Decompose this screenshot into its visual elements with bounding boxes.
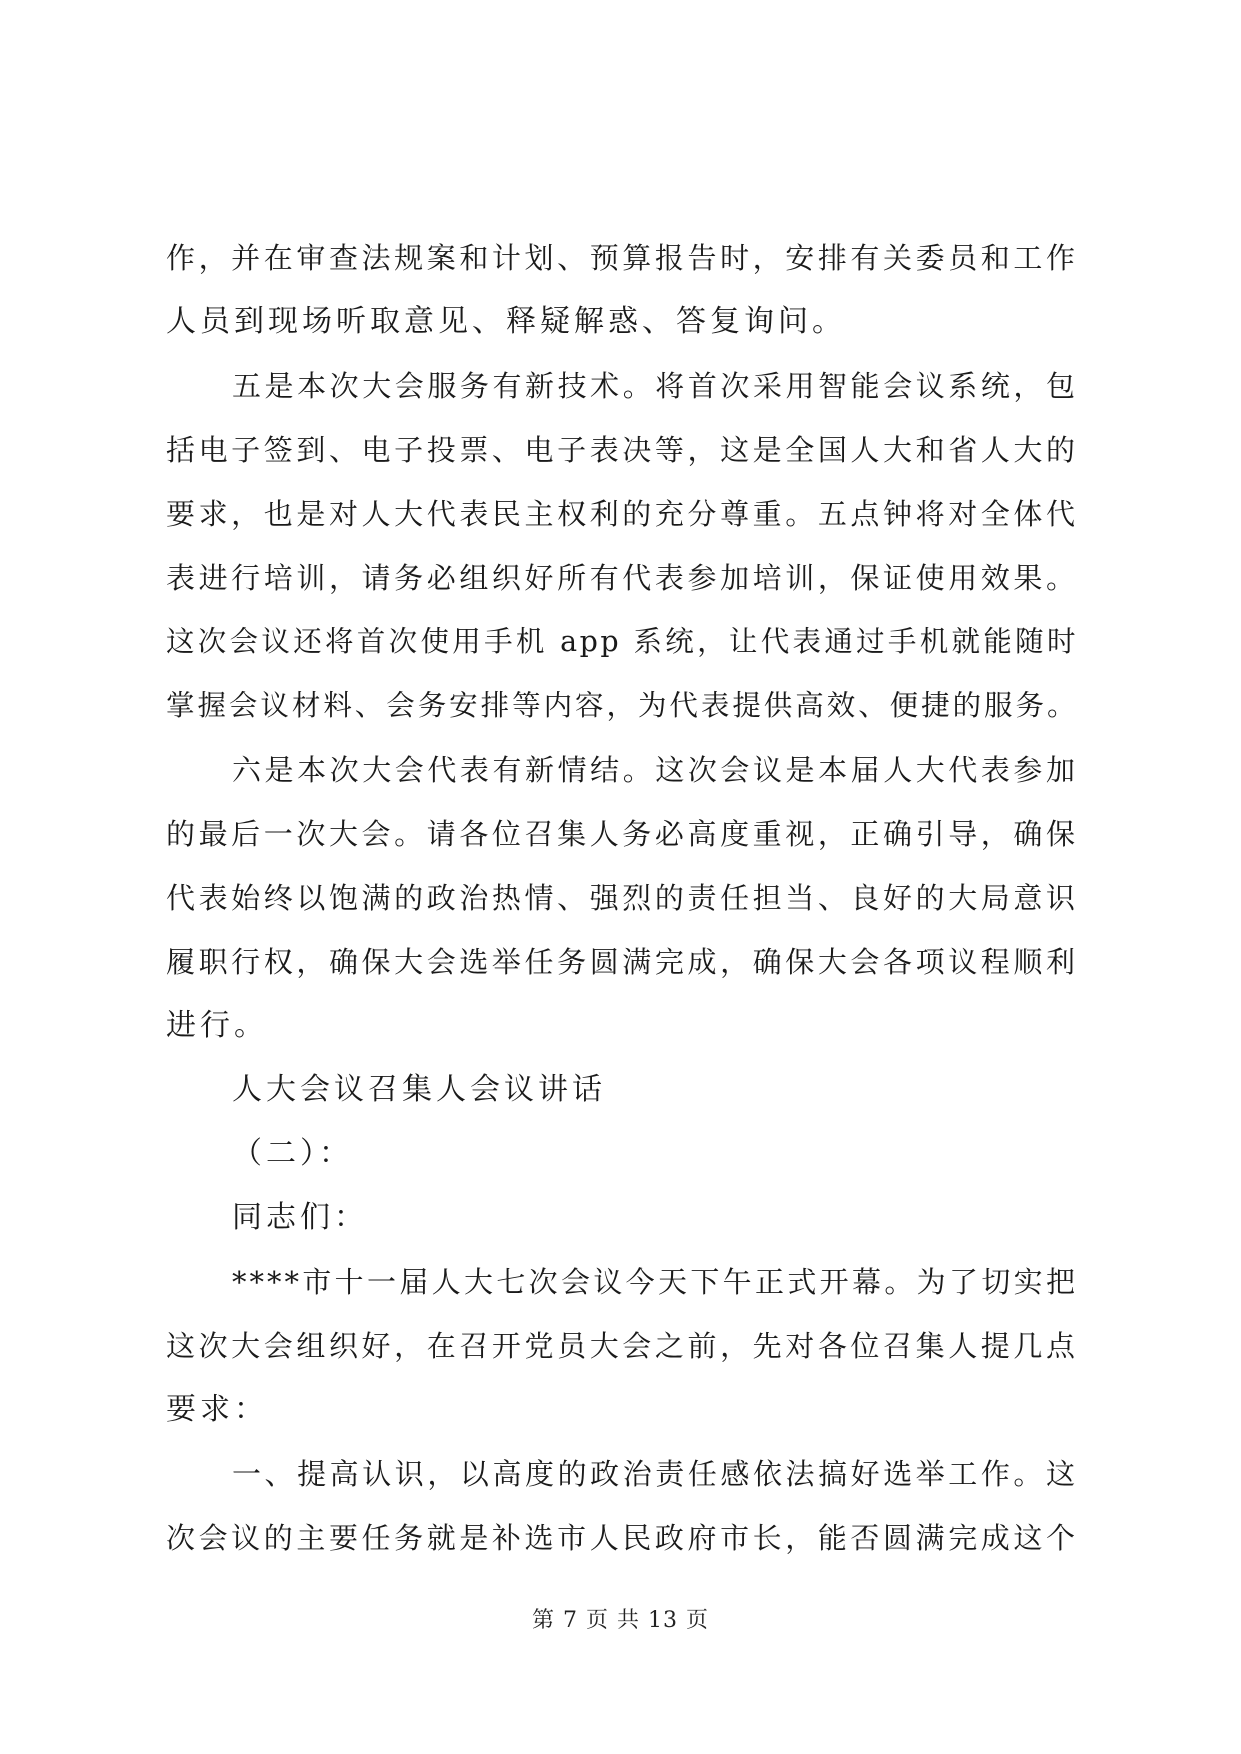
text-line: （二）： xyxy=(232,1136,353,1171)
text-line: 人员到现场听取意见、释疑解惑、答复询问。 xyxy=(166,304,846,339)
text-line: ****市十一届人大七次会议今天下午正式开幕。为了切实把 xyxy=(232,1265,1078,1299)
text-line: 要求，也是对人大代表民主权利的充分尊重。五点钟将对全体代 xyxy=(166,497,1078,531)
text-line: 代表始终以饱满的政治热情、强烈的责任担当、良好的大局意识 xyxy=(166,881,1078,915)
text-line: 一、提高认识，以高度的政治责任感依法搞好选举工作。这 xyxy=(232,1457,1078,1491)
text-line: 五是本次大会服务有新技术。将首次采用智能会议系统，包 xyxy=(232,369,1078,403)
text-line: 进行。 xyxy=(166,1008,268,1043)
text-line: 的最后一次大会。请各位召集人务必高度重视，正确引导，确保 xyxy=(166,817,1078,851)
text-line: 这次大会组织好，在召开党员大会之前，先对各位召集人提几点 xyxy=(166,1329,1078,1363)
text-line: 作，并在审查法规案和计划、预算报告时，安排有关委员和工作 xyxy=(166,241,1078,275)
text-line: 括电子签到、电子投票、电子表决等，这是全国人大和省人大的 xyxy=(166,433,1078,467)
text-line: 六是本次大会代表有新情结。这次会议是本届人大代表参加 xyxy=(232,753,1078,787)
text-line: 人大会议召集人会议讲话 xyxy=(232,1072,606,1107)
text-line: 掌握会议材料、会务安排等内容，为代表提供高效、便捷的服务。 xyxy=(166,689,1078,722)
text-line: 要求： xyxy=(166,1392,268,1427)
page-number-footer: 第 7 页 共 13 页 xyxy=(532,1608,709,1633)
text-line: 次会议的主要任务就是补选市人民政府市长，能否圆满完成这个 xyxy=(166,1521,1078,1555)
document-body xyxy=(166,226,1078,1570)
text-line: 这次会议还将首次使用手机 app 系统，让代表通过手机就能随时 xyxy=(166,625,1078,658)
text-line: 表进行培训，请务必组织好所有代表参加培训，保证使用效果。 xyxy=(166,561,1078,595)
text-line: 履职行权，确保大会选举任务圆满完成，确保大会各项议程顺利 xyxy=(166,945,1078,979)
text-line: 同志们： xyxy=(232,1200,368,1235)
